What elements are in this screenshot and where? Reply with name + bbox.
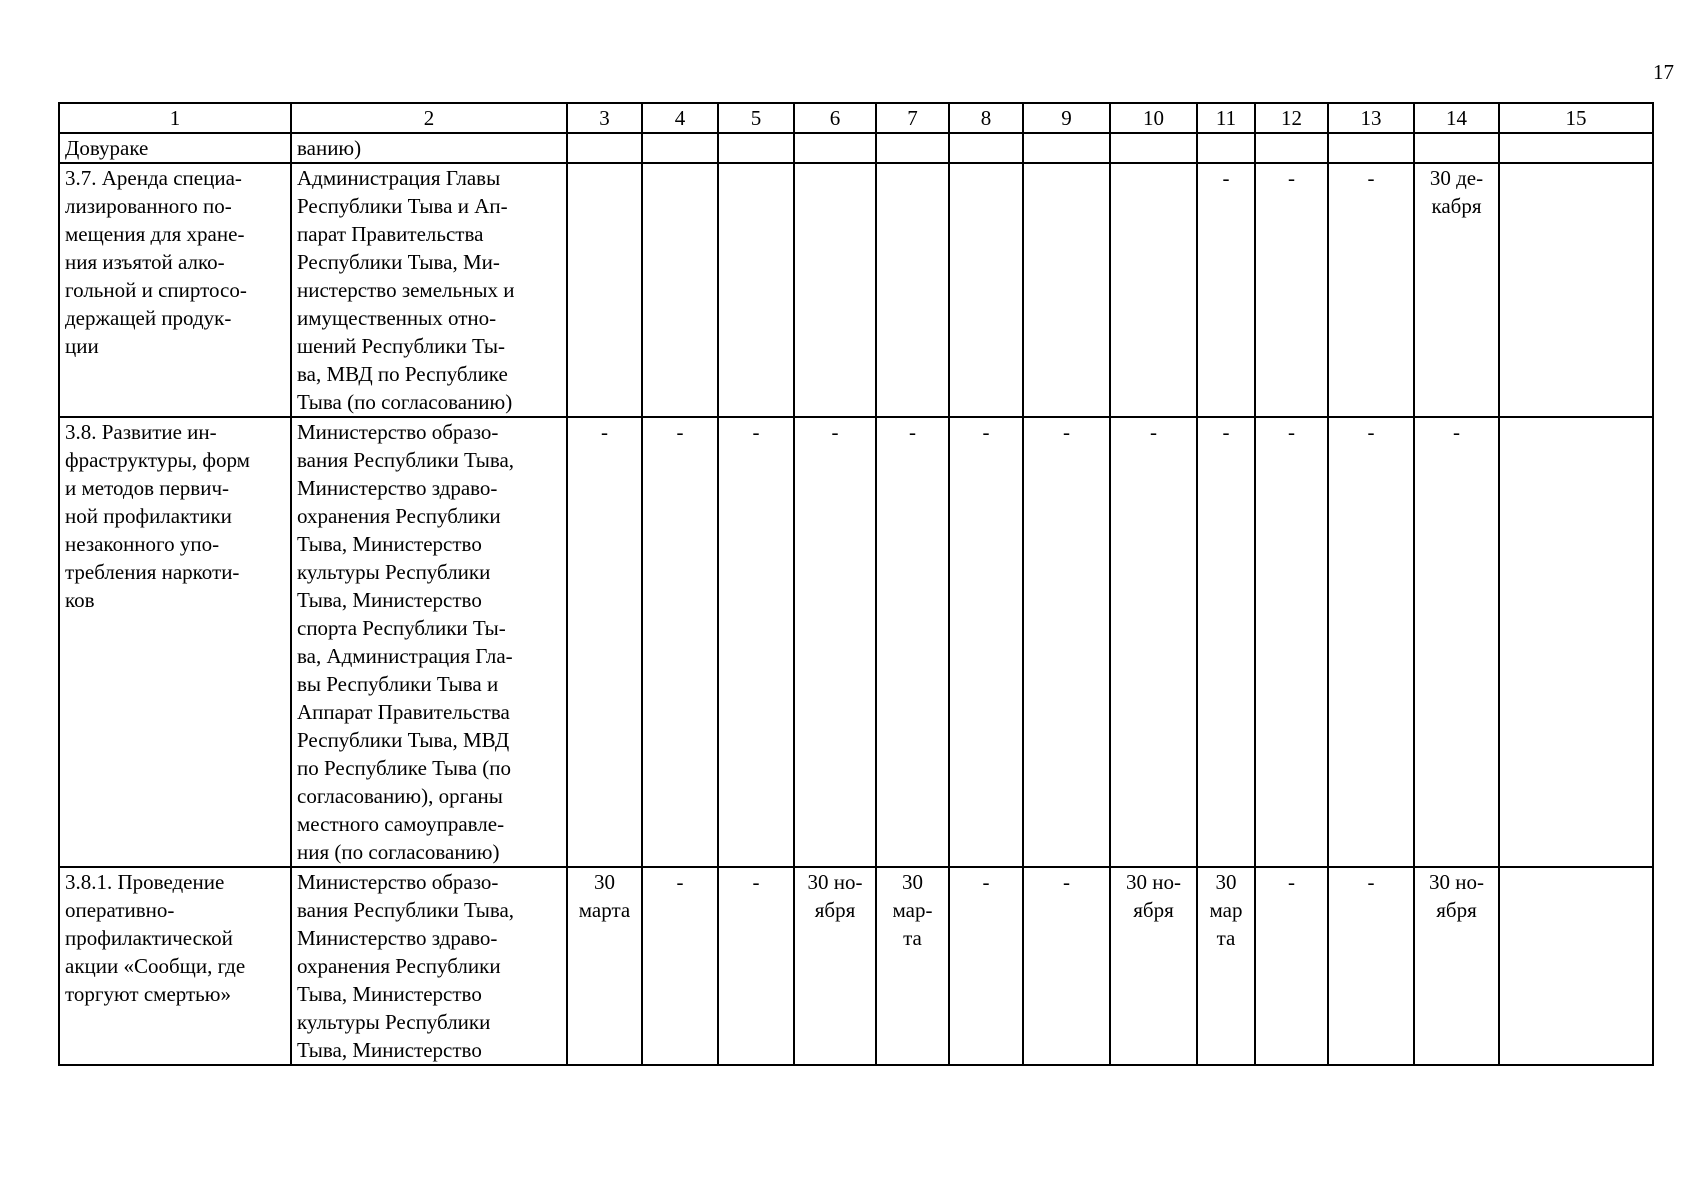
value-cell [1110, 133, 1197, 163]
cell-line: Тыва (по согласованию) [297, 390, 513, 414]
cell-line: Республики Тыва, Ми- [297, 250, 500, 274]
value-text: - [909, 420, 916, 444]
cell-line: держащей продук- [65, 306, 232, 330]
column-number: 5 [718, 103, 794, 133]
value-text: - [1288, 420, 1295, 444]
column-number: 1 [59, 103, 291, 133]
cell-line: Тыва, Министерство [297, 982, 482, 1006]
cell-line: Министерство образо- [297, 420, 499, 444]
cell-line: мещения для хране- [65, 222, 245, 246]
cell-line: охранения Республики [297, 954, 501, 978]
column-number: 2 [291, 103, 567, 133]
cell-line: нистерство земельных и [297, 278, 515, 302]
cell-line: торгуют смертью» [65, 982, 231, 1006]
cell-line: ции [65, 334, 99, 358]
cell-line: парат Правительства [297, 222, 484, 246]
value-cell [1499, 417, 1653, 867]
value-cell [567, 417, 642, 867]
value-cell [1197, 133, 1255, 163]
cell-line: Министерство здраво- [297, 926, 498, 950]
cell-line: 3.8.1. Проведение [65, 870, 225, 894]
value-text: - [1367, 420, 1375, 444]
value-text: 30 де- [1429, 166, 1484, 190]
column-number: 9 [1023, 103, 1110, 133]
value-cell [1255, 417, 1328, 867]
value-text: - [676, 420, 684, 444]
value-cell [1197, 417, 1255, 867]
value-cell [794, 133, 876, 163]
value-text: - [601, 420, 608, 444]
page-number: 17 [1653, 60, 1674, 84]
cell-line: Администрация Главы [297, 166, 501, 190]
continuation-row [59, 133, 1653, 163]
value-cell [876, 133, 949, 163]
value-cell [642, 163, 718, 417]
cell-line: Министерство образо- [297, 870, 499, 894]
value-text: - [1453, 420, 1460, 444]
executors-cell [291, 417, 567, 867]
cell-line: Республики Тыва, МВД [297, 728, 510, 752]
value-cell [718, 163, 794, 417]
value-text: 30 [594, 870, 615, 894]
cell-line: охранения Республики [297, 504, 501, 528]
value-cell [1255, 133, 1328, 163]
value-text: та [1216, 926, 1236, 950]
cell-line: оперативно- [65, 898, 175, 922]
cell-line: профилактической [65, 926, 233, 950]
value-cell [1328, 867, 1414, 1065]
value-text: ября [1436, 898, 1477, 922]
column-number-row [59, 103, 1653, 133]
value-text: - [676, 870, 684, 894]
value-cell [1023, 133, 1110, 163]
value-cell [794, 867, 876, 1065]
value-text: мар [1209, 898, 1243, 922]
value-cell [949, 867, 1023, 1065]
cell-line: незаконного упо- [65, 532, 220, 556]
value-text: - [982, 420, 990, 444]
value-cell [567, 133, 642, 163]
column-number: 11 [1197, 103, 1255, 133]
cell-line: вания Республики Тыва, [297, 898, 515, 922]
cell-line: ва, МВД по Республике [297, 362, 508, 386]
value-cell [1023, 163, 1110, 417]
column-number: 13 [1328, 103, 1414, 133]
cell-line: ва, Администрация Гла- [297, 644, 513, 668]
cell-line: и методов первич- [65, 476, 230, 500]
value-cell [1328, 133, 1414, 163]
value-text: - [831, 420, 839, 444]
value-text: - [1288, 166, 1295, 190]
value-cell [949, 133, 1023, 163]
value-cell [876, 417, 949, 867]
value-text: та [903, 926, 922, 950]
cell-line: Тыва, Министерство [297, 588, 482, 612]
cell-line: культуры Республики [297, 1010, 491, 1034]
value-cell [1328, 417, 1414, 867]
cell-line: спорта Республики Ты- [297, 616, 506, 640]
value-text: 30 но- [1429, 870, 1484, 894]
event-cell [59, 867, 291, 1065]
value-cell [642, 867, 718, 1065]
executors-cell: ванию) [291, 133, 567, 163]
cell-line: вы Республики Тыва и [297, 672, 499, 696]
cell-line: ков [65, 588, 95, 612]
value-cell [1197, 867, 1255, 1065]
cell-line: по Республике Тыва (по [297, 756, 511, 780]
cell-line: вания Республики Тыва, [297, 448, 515, 472]
value-cell [718, 867, 794, 1065]
cell-line: Министерство здраво- [297, 476, 498, 500]
value-text: 30 [1215, 870, 1237, 894]
cell-line: лизированного по- [65, 194, 232, 218]
value-cell [1414, 163, 1499, 417]
column-number: 15 [1499, 103, 1653, 133]
value-cell [1499, 163, 1653, 417]
value-cell [1328, 163, 1414, 417]
value-text: - [1063, 420, 1070, 444]
cell-line: требления наркоти- [65, 560, 240, 584]
cell-line: имущественных отно- [297, 306, 497, 330]
value-text: - [1150, 420, 1157, 444]
value-cell [1499, 867, 1653, 1065]
cell-line: шений Республики Ты- [297, 334, 505, 358]
value-cell [642, 133, 718, 163]
value-cell [1023, 867, 1110, 1065]
value-cell [1255, 163, 1328, 417]
value-cell [567, 163, 642, 417]
value-cell [1255, 867, 1328, 1065]
value-cell [1414, 417, 1499, 867]
value-cell [1110, 417, 1197, 867]
value-cell [1110, 867, 1197, 1065]
value-text: - [752, 420, 760, 444]
cell-line: согласованию), органы [297, 784, 503, 808]
value-cell [949, 417, 1023, 867]
column-number: 6 [794, 103, 876, 133]
event-cell [59, 163, 291, 417]
value-text: 30 но- [1126, 870, 1181, 894]
cell-line: местного самоуправле- [297, 812, 505, 836]
cell-line: культуры Республики [297, 560, 491, 584]
program-table [58, 102, 1654, 1066]
cell-line: фраструктуры, форм [65, 448, 250, 472]
value-text: - [1288, 870, 1295, 894]
cell-line: ния (по согласованию) [297, 840, 500, 864]
value-text: - [1367, 870, 1375, 894]
value-text: 30 [902, 870, 923, 894]
value-text: ября [1133, 898, 1174, 922]
column-number: 10 [1110, 103, 1197, 133]
column-number: 8 [949, 103, 1023, 133]
value-cell [949, 163, 1023, 417]
cell-line: 3.8. Развитие ин- [65, 420, 217, 444]
executors-cell [291, 163, 567, 417]
executors-cell [291, 867, 567, 1065]
value-cell [876, 163, 949, 417]
value-text: - [1222, 420, 1230, 444]
value-cell [1197, 163, 1255, 417]
value-cell [1414, 867, 1499, 1065]
value-cell [794, 163, 876, 417]
cell-line: Тыва, Министерство [297, 532, 482, 556]
value-cell [876, 867, 949, 1065]
event-cell [59, 417, 291, 867]
cell-line: гольной и спиртосо- [65, 278, 247, 302]
value-cell [718, 417, 794, 867]
table-row [59, 163, 1653, 417]
cell-line: ной профилактики [65, 504, 232, 528]
cell-line: Тыва, Министерство [297, 1038, 482, 1062]
value-text: - [1367, 166, 1375, 190]
value-cell [642, 417, 718, 867]
value-text: мар- [892, 898, 933, 922]
value-cell [567, 867, 642, 1065]
value-cell [1414, 133, 1499, 163]
column-number: 14 [1414, 103, 1499, 133]
value-text: - [752, 870, 760, 894]
column-number: 3 [567, 103, 642, 133]
value-cell [1023, 417, 1110, 867]
table-row [59, 417, 1653, 867]
column-number: 7 [876, 103, 949, 133]
value-text: кабря [1431, 194, 1482, 218]
cell-line: ния изъятой алко- [65, 250, 225, 274]
value-text: 30 но- [807, 870, 863, 894]
cell-line: акции «Сообщи, где [65, 954, 246, 978]
value-text: - [982, 870, 990, 894]
value-cell [1110, 163, 1197, 417]
cell-line: Аппарат Правительства [297, 700, 510, 724]
value-cell [794, 417, 876, 867]
cell-line: Республики Тыва и Ап- [297, 194, 508, 218]
value-cell [1499, 133, 1653, 163]
table-row [59, 867, 1653, 1065]
event-cell: Довураке [59, 133, 291, 163]
value-text: марта [578, 898, 631, 922]
value-text: - [1222, 166, 1230, 190]
value-text: - [1063, 870, 1070, 894]
column-number: 12 [1255, 103, 1328, 133]
column-number: 4 [642, 103, 718, 133]
value-cell [718, 133, 794, 163]
cell-line: 3.7. Аренда специа- [65, 166, 242, 190]
value-text: ября [814, 898, 856, 922]
